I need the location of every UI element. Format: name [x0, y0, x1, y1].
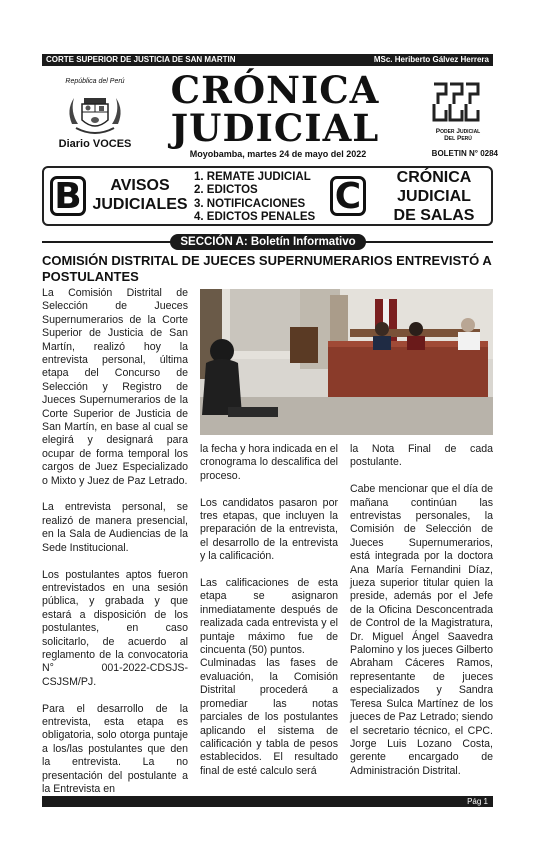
section-label: SECCIÓN A: Boletín Informativo: [170, 234, 366, 250]
page-number: Pág 1: [467, 797, 488, 806]
hearing-room-photo: [200, 289, 493, 435]
section-c-title-3: DE SALAS: [393, 207, 475, 224]
logo-name: Diario VOCES: [58, 138, 132, 150]
paragraph: la Nota Final de cada postulante.: [350, 443, 493, 469]
dateline: Moyobamba, martes 24 de mayo del 2022: [189, 149, 367, 159]
section-b-item: 2. EDICTOS: [194, 184, 258, 197]
section-b-item: 1. REMATE JUDICIAL: [194, 171, 311, 183]
article-column-3: [350, 443, 493, 792]
boletin-number: BOLETIN N° 0284: [431, 149, 498, 158]
court-name: CORTE SUPERIOR DE JUSTICIA DE SAN MARTIN: [46, 55, 236, 64]
section-c-title-1: CRÓNICA: [396, 169, 472, 186]
poder-judicial-logo-icon: [420, 80, 496, 126]
logo-arc-text: República del Perú: [65, 78, 125, 85]
section-b-list: [194, 171, 315, 225]
section-b-letter: B: [50, 176, 86, 216]
section-b-item: 3. NOTIFICACIONES: [194, 197, 306, 210]
paragraph: Las calificaciones de esta etapa se asignaron inmediatamente después de realizada cada entrevista y el puntaje máximo fue de cincuenta (50) puntos.: [200, 577, 338, 657]
diario-voces-logo: [56, 78, 134, 150]
pj-line-1: Poder Judicial: [435, 128, 481, 135]
section-b-item: 4. EDICTOS PENALES: [194, 211, 316, 224]
section-b-title-1: AVISOS: [110, 177, 170, 194]
author-name: MSc. Heriberto Gálvez Herrera: [373, 55, 489, 64]
section-c-title-2: JUDICIAL: [397, 188, 471, 205]
pj-line-2: Del Perú: [444, 135, 472, 142]
top-banner: [42, 54, 493, 66]
peru-coat-of-arms-icon: [56, 84, 134, 140]
paragraph: La entrevista personal, se realizó de manera presencial, en la Sala de Audiencias de la Sede Institucional.: [42, 501, 188, 554]
article-headline: COMISIÓN DISTRITAL DE JUECES SUPERNUMERARIOS ENTREVISTÓ A POSTULANTES: [42, 253, 492, 284]
paragraph: Cabe mencionar que el día de mañana continúan las entrevistas personales, la Comisión de Selección de Jueces Supernumerarios, está integrada por la doctora Ana María Fernandini Díaz, jueza superior titular quien la preside, además por el Jefe de la Oficina Desconcentrada de Control de la Magistratura, Dr. Miguel Ángel Saavedra Palomino y los jueces Gilberto Abraham Cáceres Ramos, representante de jueces especializados y Sandra Teresa Sulca Martínez de los jueces de Paz Letrado; siendo el secretario técnico, el CPC. Jorge Luis Lozano Costa, gerente encargado de Administración Distrital.: [350, 483, 493, 777]
section-b-title-2: JUDICIALES: [92, 196, 188, 213]
sections-box: [42, 166, 493, 226]
paragraph: Culminadas las fases de evaluación, la Comisión Distrital procederá a promediar las notas parciales de los postulantes aplicando el sistema de calificación y tabla de pesos establecidos. El resultado final de esté calculo será: [200, 657, 338, 777]
article-column-1: [42, 287, 188, 810]
section-c-letter: C: [330, 176, 366, 216]
paragraph: Los postulantes aptos fueron entrevistados en una sesión pública, y grabada y que estará a disposición de los postulantes, en caso solicitarlo, de acuerdo al reglamento de la convocatoria N° 001-2022-CDSJS-CSJSM/PJ.: [42, 568, 188, 688]
article-photo: [200, 289, 493, 435]
article-column-2: [200, 443, 338, 792]
title-line-1: CRÓNICA: [170, 68, 380, 112]
paragraph: La Comisión Distrital de Selección de Jueces Supernumerarios de la Corte Superior de Justicia de San Martín, realizó hoy la entrevista personal, última etapa del Concurso de Selección y Registro de Jueces Supernumerarios de la Corte Superior de Justicia de San Martín, en base al cual se elegirá y designará para ocupar de forma temporal los cargos de Juez Especializado o Mixto y Juez de Paz Letrado.: [42, 287, 188, 487]
title-line-2: JUDICIAL: [170, 106, 380, 150]
paragraph: la fecha y hora indicada en el cronograma lo descalifica del proceso.: [200, 443, 338, 482]
poder-judicial-logo: [420, 80, 496, 144]
paragraph: Los candidatos pasaron por tres etapas, que incluyen la preparación de la entrevista, el desarrollo de la entrevista y la calificación.: [200, 496, 338, 563]
paragraph: Para el desarrollo de la entrevista, esta etapa es obligatoria, solo otorga puntaje a los/las postulantes que den la entrevista. La no presentación del postulante a la Entrevista en: [42, 702, 188, 795]
